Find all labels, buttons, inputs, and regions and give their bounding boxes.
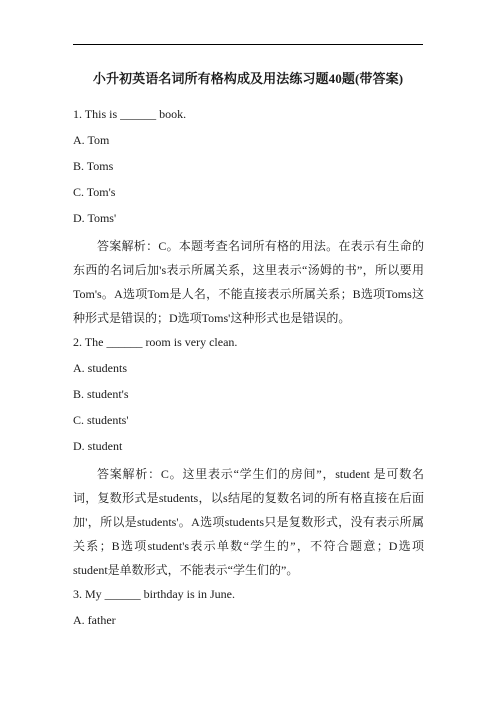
answer-explanation: 答案解析：C。本题考查名词所有格的用法。在表示有生命的东西的名词后加's表示所属关系，这里表示“汤姆的书”，所以要用Tom's。A选项Tom是人名，不能直接表示所属关系；B选项Toms这种形式是错误的；D选项Toms'这种形式也是错误的。 (73, 239, 424, 325)
document-body (73, 104, 424, 636)
option-c: C. students' (73, 413, 129, 427)
question-text: 3. My ______ birthday is in June. (73, 587, 235, 601)
header-rule (73, 44, 423, 45)
option-a: A. Tom (73, 133, 110, 147)
option-d: D. Toms' (73, 211, 117, 225)
question-text: 1. This is ______ book. (73, 107, 187, 121)
option-d: D. student (73, 439, 123, 453)
question-text: 2. The ______ room is very clean. (73, 335, 238, 349)
question-block (73, 104, 424, 330)
option-b: B. student's (73, 387, 129, 401)
answer-explanation: 答案解析：C。这里表示“学生们的房间”，student 是可数名词，复数形式是students，以s结尾的复数名词的所有格直接在后面加'，所以是students'。A选项students只是复数形式，没有表示所属关系；B选项student's表示单数“学生的”，不符合题意；D选项student是单数形式，不能表示“学生们的”。 (73, 467, 424, 577)
question-block (73, 584, 424, 630)
question-block (73, 332, 424, 582)
page-title: 小升初英语名词所有格构成及用法练习题40题(带答案) (92, 71, 404, 86)
option-c: C. Tom's (73, 185, 116, 199)
option-b: B. Toms (73, 159, 114, 173)
option-a: A. father (73, 613, 116, 627)
option-a: A. students (73, 361, 127, 375)
